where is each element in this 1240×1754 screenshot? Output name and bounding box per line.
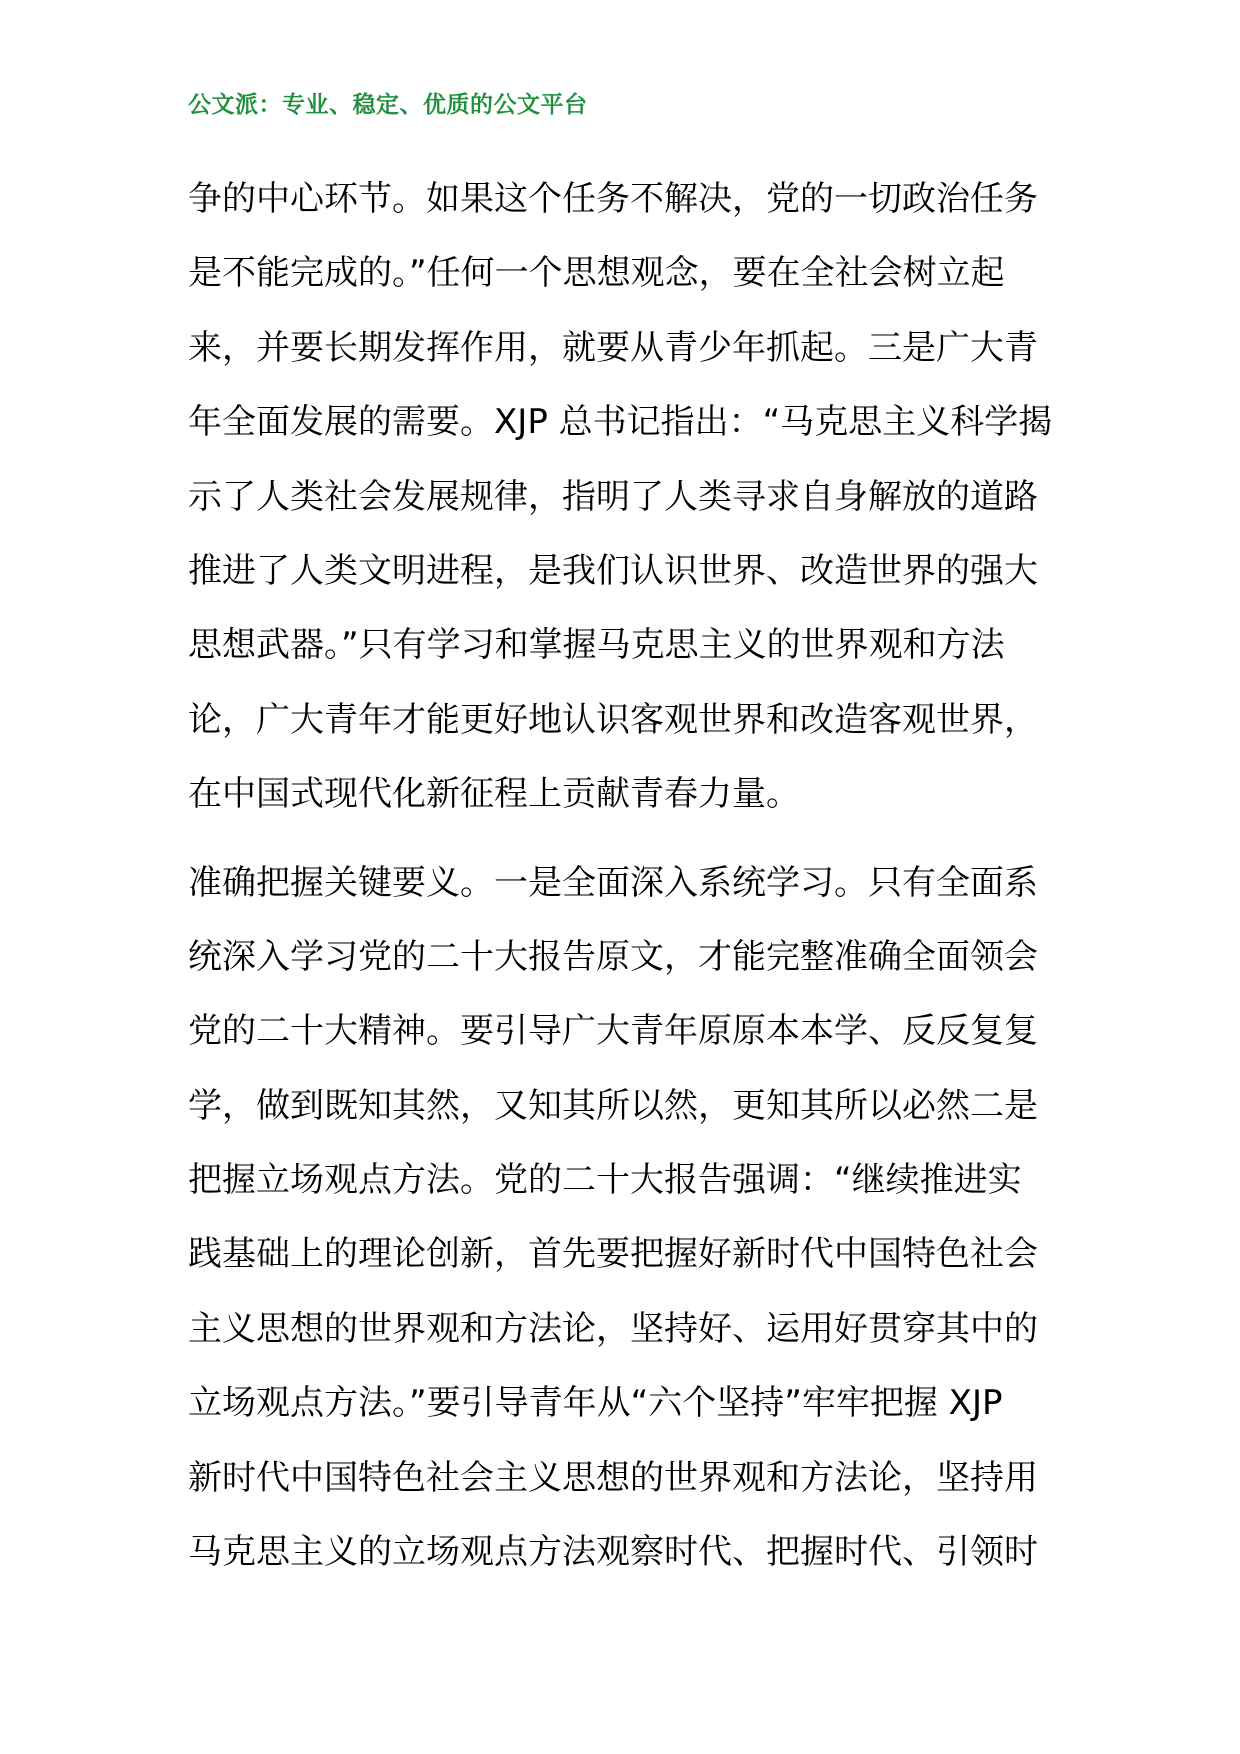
document-body <box>188 162 1058 1589</box>
text-line: 在中国式现代化新征程上贡献青春力量。 <box>188 774 800 815</box>
text-line: 争的中心环节。如果这个任务不解决，党的一切政治任务 <box>188 179 1038 219</box>
paragraph-2 <box>188 846 1058 1590</box>
paragraph-1 <box>188 162 1058 832</box>
text-line: 思想武器。”只有学习和掌握马克思主义的世界观和方法 <box>188 625 1005 666</box>
text-line: 主义思想的世界观和方法论，坚持好、运用好贯穿其中的 <box>188 1308 1038 1349</box>
paragraph-spacer <box>188 832 1058 846</box>
text-line: 准确把握关键要义。一是全面深入系统学习。只有全面系 <box>188 862 1038 903</box>
page-header-brand: 公文派：专业、稳定、优质的公文平台 <box>188 92 588 118</box>
text-line: 学，做到既知其然，又知其所以然，更知其所以必然二是 <box>188 1085 1038 1126</box>
text-line: 立场观点方法。”要引导青年从“六个坚持”牢牢把握 XJP <box>188 1383 1003 1424</box>
text-line: 示了人类社会发展规律，指明了人类寻求自身解放的道路 <box>188 476 1038 517</box>
text-line: 践基础上的理论创新，首先要把握好新时代中国特色社会 <box>188 1234 1038 1275</box>
text-line: 统深入学习党的二十大报告原文，才能完整准确全面领会 <box>188 936 1038 977</box>
text-line: 论，广大青年才能更好地认识客观世界和改造客观世界， <box>188 699 1038 740</box>
text-line: 推进了人类文明进程，是我们认识世界、改造世界的强大 <box>188 550 1038 591</box>
text-line: 年全面发展的需要。XJP 总书记指出：“马克思主义科学揭 <box>188 402 1053 443</box>
text-line: 把握立场观点方法。党的二十大报告强调：“继续推进实 <box>188 1160 1022 1201</box>
text-line: 来，并要长期发挥作用，就要从青少年抓起。三是广大青 <box>188 327 1038 368</box>
text-line: 新时代中国特色社会主义思想的世界观和方法论，坚持用 <box>188 1457 1038 1498</box>
text-line: 是不能完成的。”任何一个思想观念，要在全社会树立起 <box>188 253 1005 294</box>
text-line: 党的二十大精神。要引导广大青年原原本本学、反反复复 <box>188 1011 1038 1052</box>
text-line: 马克思主义的立场观点方法观察时代、把握时代、引领时 <box>188 1532 1038 1573</box>
